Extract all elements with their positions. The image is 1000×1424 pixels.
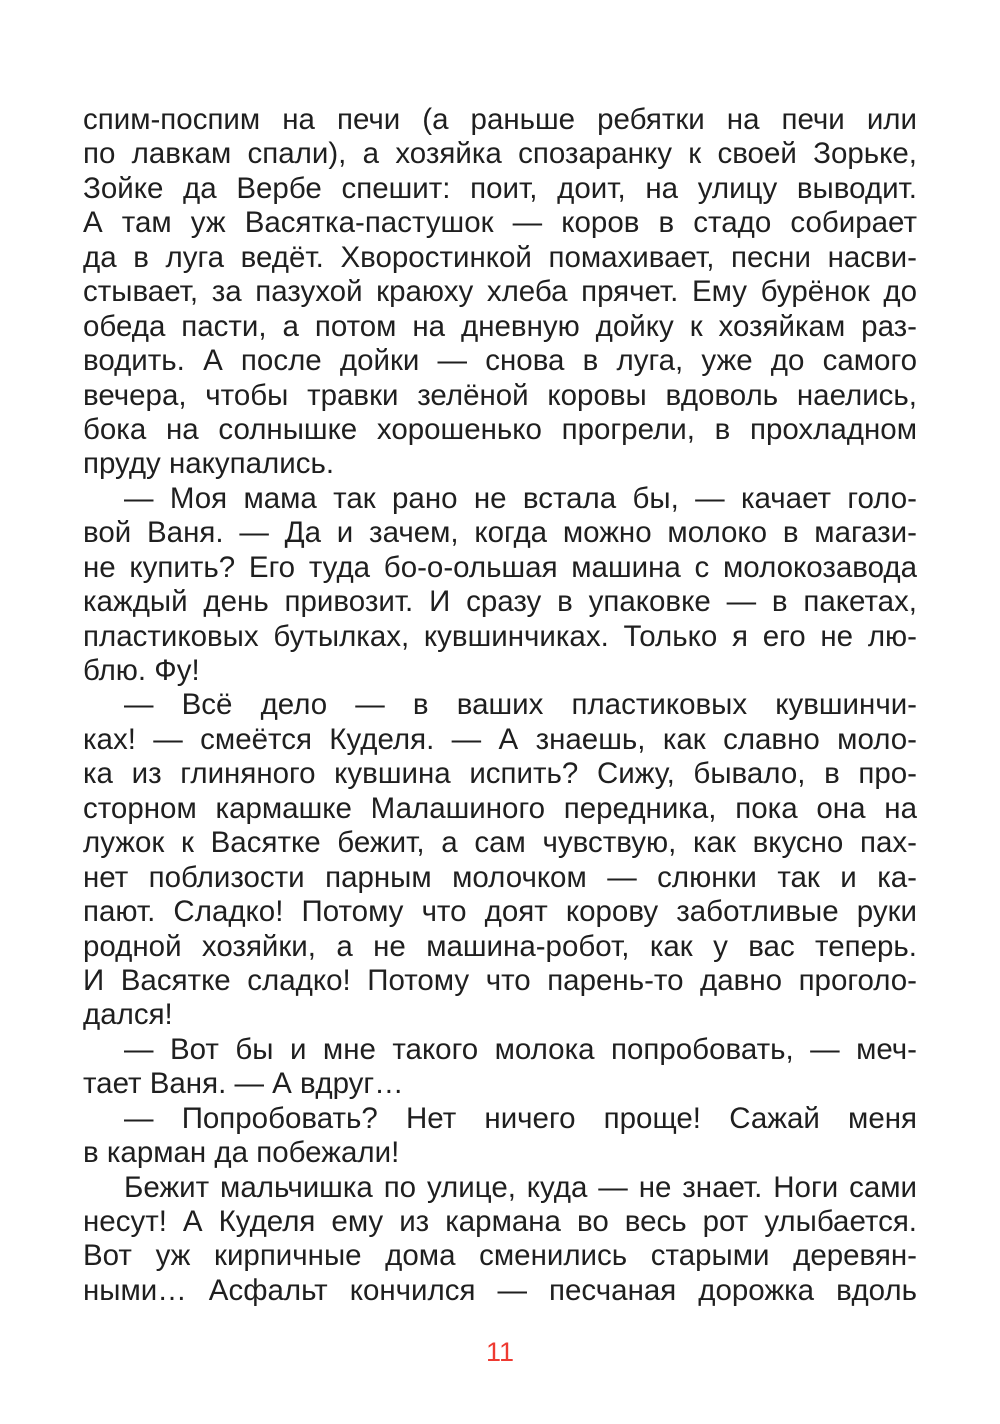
text-line: — Попробовать? Нет ничего проще! Сажай меня: [124, 1101, 917, 1135]
text-line: бока на солнышке хорошенько прогрели, в прохладном: [83, 412, 917, 446]
text-line: в карман да побежали!: [83, 1136, 400, 1170]
text-line: несут! А Куделя ему из кармана во весь рот улыбается.: [83, 1205, 917, 1238]
text-line: спим-поспим на печи (а раньше ребятки на печи или: [83, 103, 917, 136]
text-line: — Вот бы и мне такого молока попробовать, — меч-: [124, 1032, 917, 1066]
text-line: пластиковых бутылках, кувшинчиках. Только я его не лю-: [83, 619, 917, 653]
text-line: Бежит мальчишка по улице, куда — не знает. Ноги сами: [124, 1170, 917, 1204]
text-line: обеда пасти, а потом на дневную дойку к хозяйкам раз-: [83, 309, 917, 343]
text-line: ка из глиняного кувшина испить? Сижу, бывало, в про-: [83, 757, 917, 791]
text-line: нет поблизости парным молочком — слюнки так и ка-: [83, 860, 917, 894]
text-line: Вот уж кирпичные дома сменились старыми деревян-: [83, 1239, 917, 1273]
text-line: И Васятке сладко! Потому что парень-то давно проголо-: [83, 963, 917, 997]
text-line: Зойке да Вербе спешит: поит, доит, на улицу выводит.: [83, 171, 917, 205]
text-line: каждый день привозит. И сразу в упаковке — в пакетах,: [83, 585, 917, 619]
text-line: пруду накупались.: [83, 447, 335, 481]
text-line: блю. Фу!: [83, 654, 200, 687]
text-line: ках! — смеётся Куделя. — А знаешь, как славно моло-: [83, 722, 917, 756]
text-line: — Всё дело — в ваших пластиковых кувшинчи-: [124, 688, 917, 722]
text-line: не купить? Его туда бо-о-ольшая машина с молокозавода: [83, 550, 917, 584]
text-line: тает Ваня. — А вдруг…: [83, 1067, 404, 1101]
text-line: лужок к Васятке бежит, а сам чувствую, как вкусно пах-: [83, 826, 917, 860]
text-line: — Моя мама так рано не встала бы, — качает голо-: [124, 481, 917, 515]
text-line: ными… Асфальт кончился — песчаная дорожка вдоль: [83, 1273, 917, 1307]
page-number: 11: [485, 1337, 515, 1367]
text-line: водить. А после дойки — снова в луга, уже до самого: [83, 344, 917, 378]
text-line: вечера, чтобы травки зелёной коровы вдоволь наелись,: [83, 378, 917, 412]
text-line: дался!: [83, 998, 173, 1032]
text-line: да в луга ведёт. Хворостинкой помахивает, песни насви-: [83, 240, 917, 274]
text-line: стывает, за пазухой краюху хлеба прячет. Ему бурёнок до: [83, 275, 917, 309]
text-line: вой Ваня. — Да и зачем, когда можно молоко в магази-: [83, 516, 917, 550]
text-line: по лавкам спали), а хозяйка спозаранку к своей Зорьке,: [83, 137, 917, 171]
text-line: А там уж Васятка-пастушок — коров в стадо собирает: [83, 206, 917, 240]
text-line: сторном кармашке Малашиного передника, пока она на: [83, 791, 917, 825]
text-line: пают. Сладко! Потому что доят корову заботливые руки: [83, 895, 917, 929]
story-text: [83, 103, 917, 1308]
text-line: родной хозяйки, а не машина-робот, как у вас теперь.: [83, 929, 917, 963]
